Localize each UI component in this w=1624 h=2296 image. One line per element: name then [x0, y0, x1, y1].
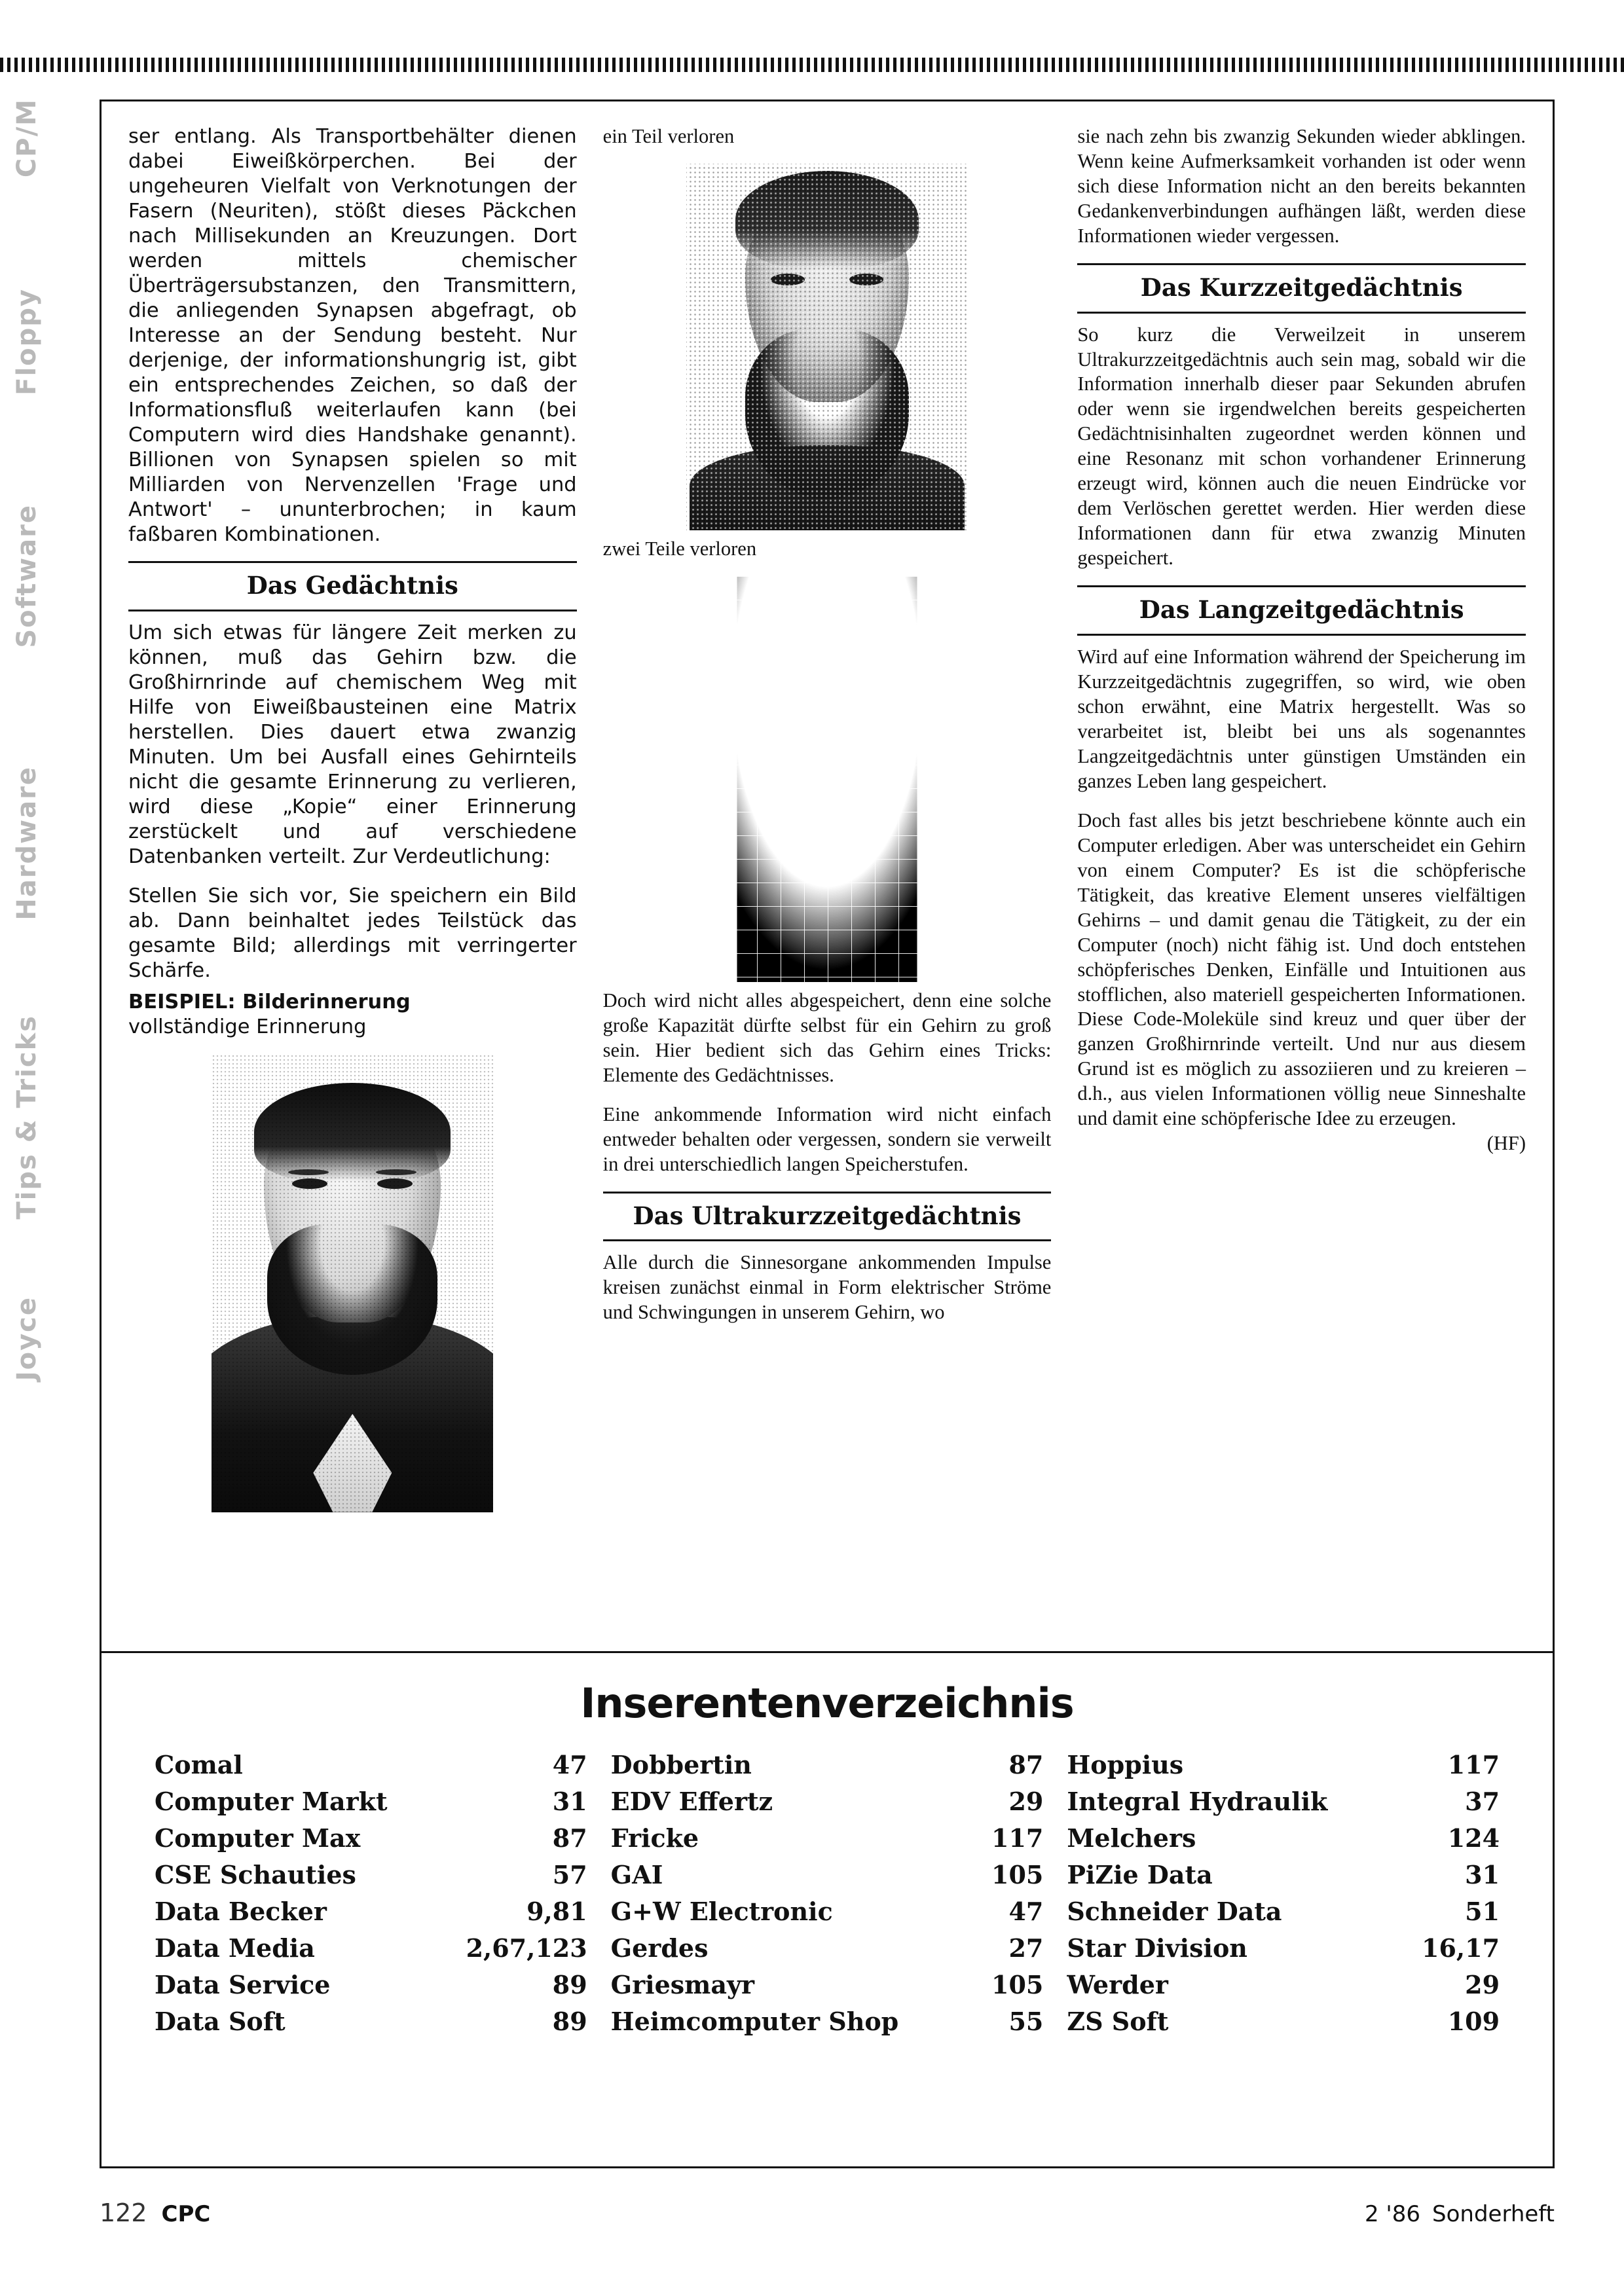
- advertiser-page: 31: [1465, 1860, 1500, 1889]
- magazine-brand: CPC: [161, 2201, 211, 2227]
- paragraph-bild-speichern: Stellen Sie sich vor, Sie speichern ein Bild ab. Dann beinhaltet jedes Teilstück das gesamte Bild; allerdings mit verringerter Schärfe.: [128, 884, 577, 982]
- heading-das-gedaechtnis: Das Gedächtnis: [246, 571, 458, 600]
- paragraph-speicherstufen: Eine ankommende Information wird nicht einfach entweder behalten oder vergessen, sondern sie verweilt in drei unterschiedlich langen Speicherstufen.: [602, 1102, 1052, 1175]
- portrait-two-parts-lost-image: [686, 576, 968, 982]
- advertiser-page: 47: [1008, 1897, 1044, 1926]
- advertiser-page: 105: [991, 1970, 1044, 1999]
- advertiser-page: 57: [552, 1860, 587, 1889]
- paragraph-matrix: Um sich etwas für längere Zeit merken zu können, muß das Gehirn bzw. die Großhirnrinde auf chemischem Weg mit Hilfe von Eiweißbausteinen eine Matrix herstellen. Dies dauert etwa zwanzig Minuten. Um bei Ausfall eines Gehirnteils nicht die gesamte Erinnerung zu verlieren, wird diese „Kopie“ einer Erinnerung zerstückelt und auf verschiedene Datenbanken verteilt. Zur Verdeutlichung:: [128, 621, 577, 868]
- advertiser-name: CSE Schauties: [155, 1860, 356, 1889]
- side-tab-floppy: Floppy: [12, 288, 42, 395]
- advertiser-page: 51: [1465, 1897, 1500, 1926]
- advertiser-index-title: Inserentenverzeichnis: [580, 1679, 1074, 1727]
- section-divider: [603, 1239, 1052, 1241]
- advertiser-page: 2,67,123: [466, 1933, 587, 1963]
- list-item: [1067, 1967, 1500, 2003]
- side-tab-tips-tricks: Tips & Tricks: [12, 1015, 42, 1220]
- portrait-full-detail-wrapper: [128, 1054, 577, 1512]
- advertiser-name: Star Division: [1067, 1933, 1247, 1963]
- advertiser-name: PiZie Data: [1067, 1860, 1213, 1889]
- advertiser-index-columns: [128, 1747, 1526, 2040]
- advertiser-page: 117: [1447, 1750, 1500, 1779]
- advertiser-page: 55: [1008, 2007, 1044, 2036]
- advertiser-name: Hoppius: [1067, 1750, 1184, 1779]
- list-item: [1067, 1820, 1500, 1857]
- advertiser-name: ZS Soft: [1067, 2007, 1169, 2036]
- heading-ultrakurzzeitgedaechtnis: Das Ultrakurzzeitgedächtnis: [633, 1201, 1022, 1230]
- section-divider: [1077, 585, 1526, 587]
- section-divider: [1077, 263, 1526, 265]
- list-item: [1067, 1930, 1500, 1967]
- advertiser-page: 16,17: [1422, 1933, 1500, 1963]
- list-item: [155, 1967, 587, 2003]
- paragraph-langzeit: Wird auf eine Information während der Speicherung im Kurzzeitgedächtnis zugegriffen, so wird, wie oben schon erwähnt, eine Matrix hergestellt. Was so verarbeitet ist, bleibt bei uns als sogenanntes Langzeitgedächtnis unter günstigen Umständen ein ganzes Leben lang gespeichert.: [1077, 645, 1526, 792]
- footer-left: [100, 2198, 210, 2227]
- paragraph-computer-vergleich: Doch fast alles bis jetzt beschriebene könnte auch ein Computer erledigen. Aber was unterscheidet ein Gehirn von einem Computer? Es ist die schöpferische Tätigkeit, das kreative Element unseres vielfältigen Gehirns – und damit genau die Tätigkeit, zu der ein Computer (noch) nicht fähig ist. Und doch entstehen schöpferisches Denken, Einfälle und Intuitionen aus stofflichen, also materiell gespeicherten Informationen. Diese Code-Moleküle sind kreuz und quer über der ganzen Großhirnrinde verteilt. Und nur aus diesem Grund ist es möglich zu assoziieren und zu kreieren – d.h., aus vielen Informationen völlig neue Sinneshalte und damit eine schöpferische Idee zu erzeugen.: [1077, 809, 1526, 1130]
- advertiser-column-1: [155, 1747, 587, 2040]
- section-divider: [128, 610, 577, 611]
- list-item: [155, 1893, 587, 1930]
- list-item: [611, 1747, 1044, 1783]
- advertiser-column-2: [611, 1747, 1044, 2040]
- heading-kurzzeitgedaechtnis: Das Kurzzeitgedächtnis: [1140, 272, 1463, 302]
- side-tab-joyce: Joyce: [12, 1296, 42, 1381]
- edition-label: Sonderheft: [1432, 2201, 1555, 2227]
- paragraph-abklingen: sie nach zehn bis zwanzig Sekunden wieder abklingen. Wenn keine Aufmerksamkeit vorhanden ist oder wenn sich diese Information nicht an den bereits bekannten Gedankenverbindungen aufhängen läßt, werden diese Informationen wieder vergessen.: [1077, 125, 1526, 247]
- advertiser-column-3: [1067, 1747, 1500, 2040]
- list-item: [611, 1893, 1044, 1930]
- advertiser-index: [100, 1651, 1555, 2168]
- list-item: [155, 1747, 587, 1783]
- list-item: [611, 1930, 1044, 1967]
- list-item: [155, 1820, 587, 1857]
- list-item: [155, 1857, 587, 1893]
- advertiser-page: 31: [552, 1787, 587, 1816]
- list-item: [155, 1930, 587, 1967]
- advertiser-name: Data Soft: [155, 2007, 286, 2036]
- advertiser-name: Dobbertin: [610, 1750, 752, 1779]
- advertiser-name: Gerdes: [610, 1933, 709, 1963]
- advertiser-name: Computer Max: [155, 1823, 361, 1853]
- list-item: [611, 1783, 1044, 1820]
- advertiser-name: Integral Hydraulik: [1067, 1787, 1328, 1816]
- author-signature: (HF): [1486, 1132, 1526, 1155]
- side-tab-hardware: Hardware: [12, 766, 42, 920]
- advertiser-page: 9,81: [526, 1897, 587, 1926]
- section-divider: [1077, 634, 1526, 636]
- advertiser-name: GAI: [610, 1860, 663, 1889]
- paragraph-kapazitaet: Doch wird nicht alles abgespeichert, denn eine solche große Kapazität dürfte selbst für ein Gehirn zu groß sein. Hier bedient sich das Gehirn eines Tricks: Elemente des Gedächtnisses.: [602, 989, 1052, 1086]
- section-divider: [128, 561, 577, 563]
- heading-langzeitgedaechtnis: Das Langzeitgedächtnis: [1139, 595, 1464, 625]
- caption-zwei-teile-verloren: zwei Teile verloren: [602, 537, 757, 560]
- advertiser-name: G+W Electronic: [610, 1897, 833, 1926]
- paragraph-transport: ser entlang. Als Transportbehälter dienen dabei Eiweißkörperchen. Bei der ungeheuren Vielfalt von Verknotungen der Fasern (Neuriten), stößt dieses Päckchen nach Millisekunden an Kreuzungen. Dort werden mittels chemischer Überträgersubstanzen, den Transmittern, die anliegenden Synapsen abgefragt, ob Interesse an der Sendung besteht. Nur derjenige, der informationshungrig ist, gibt ein entsprechendes Zeichen, so daß der Informationsfluß weiterlaufen kann (bei Computern wird dies Handshake genannt). Billionen von Synapsen spielen so mit Milliarden von Nervenzellen 'Frage und Antwort' – ununterbrochen; in kaum faßbaren Kombinationen.: [128, 125, 577, 546]
- advertiser-name: Data Becker: [155, 1897, 327, 1926]
- page-footer: [100, 2198, 1555, 2227]
- advertiser-page: 29: [1008, 1787, 1044, 1816]
- list-item: [1067, 1783, 1500, 1820]
- advertiser-name: Werder: [1067, 1970, 1168, 1999]
- section-divider: [603, 1192, 1052, 1194]
- list-item: [611, 1857, 1044, 1893]
- list-item: [611, 1967, 1044, 2003]
- portrait-one-part-lost-image: [686, 164, 968, 530]
- label-beispiel: BEISPIEL: Bilderinnerung: [128, 990, 411, 1013]
- side-tab-software: Software: [12, 504, 42, 648]
- list-item: [1067, 1857, 1500, 1893]
- list-item: [1067, 1747, 1500, 1783]
- advertiser-name: Comal: [155, 1750, 243, 1779]
- article-column-3: [1077, 124, 1526, 1651]
- advertiser-name: Schneider Data: [1067, 1897, 1282, 1926]
- list-item: [155, 2003, 587, 2040]
- article-column-2: [603, 124, 1052, 1651]
- list-item: [611, 2003, 1044, 2040]
- advertiser-name: EDV Effertz: [610, 1787, 773, 1816]
- advertiser-name: Data Media: [155, 1933, 315, 1963]
- list-item: [1067, 1893, 1500, 1930]
- article-body: [100, 100, 1555, 1651]
- advertiser-name: Heimcomputer Shop: [610, 2007, 899, 2036]
- advertiser-page: 124: [1447, 1823, 1500, 1853]
- advertiser-page: 27: [1008, 1933, 1044, 1963]
- list-item: [155, 1783, 587, 1820]
- list-item: [611, 1820, 1044, 1857]
- advertiser-page: 89: [552, 2007, 587, 2036]
- advertiser-page: 37: [1465, 1787, 1500, 1816]
- advertiser-name: Griesmayr: [610, 1970, 755, 1999]
- advertiser-page: 109: [1447, 2007, 1500, 2036]
- advertiser-page: 47: [552, 1750, 587, 1779]
- side-tab-strip: [12, 98, 97, 2128]
- advertiser-page: 117: [991, 1823, 1044, 1853]
- page-number: 122: [100, 2198, 147, 2227]
- advertiser-name: Computer Markt: [155, 1787, 388, 1816]
- advertiser-name: Melchers: [1067, 1823, 1196, 1853]
- advertiser-page: 105: [991, 1860, 1044, 1889]
- portrait-one-part-lost-wrapper: [603, 164, 1052, 530]
- advertiser-page: 29: [1465, 1970, 1500, 1999]
- advertiser-page: 87: [1008, 1750, 1044, 1779]
- list-item: [1067, 2003, 1500, 2040]
- section-divider: [1077, 312, 1526, 314]
- portrait-two-parts-lost-wrapper: [603, 576, 1052, 982]
- caption-ein-teil-verloren: ein Teil verloren: [602, 125, 735, 147]
- side-tab-cpm: CP/M: [12, 98, 42, 178]
- portrait-full-detail-image: [212, 1054, 493, 1512]
- paragraph-kurzzeit: So kurz die Verweilzeit in unserem Ultrakurzzeitgedächtnis auch sein mag, sobald wir die Information innerhalb dieser paar Sekunden abrufen oder wenn sie irgendwelchen bereits gespeicherten Gedächtnisinhalten zugeordnet werden können und eine Resonanz mit schon vorhandener Erinnerung erzeugt wird, können auch die neuen Eindrücke vor dem Verlöschen gerettet werden. Hier werden diese Informationen dann für etwa zwanzig Minuten gespeichert.: [1077, 323, 1526, 570]
- article-column-1: [128, 124, 577, 1651]
- advertiser-name: Data Service: [155, 1970, 331, 1999]
- footer-right: [1365, 2201, 1555, 2227]
- advertiser-name: Fricke: [610, 1823, 699, 1853]
- page-top-dotted-rule: [0, 58, 1624, 72]
- paragraph-impulse: Alle durch die Sinnesorgane ankommenden Impulse kreisen zunächst einmal in Form elektrischer Ströme und Schwingungen in unserem Gehirn, wo: [602, 1251, 1052, 1324]
- issue-number: 2 '86: [1364, 2201, 1421, 2227]
- advertiser-page: 87: [552, 1823, 587, 1853]
- label-vollstaendige-erinnerung: vollständige Erinnerung: [128, 1015, 367, 1038]
- advertiser-page: 89: [552, 1970, 587, 1999]
